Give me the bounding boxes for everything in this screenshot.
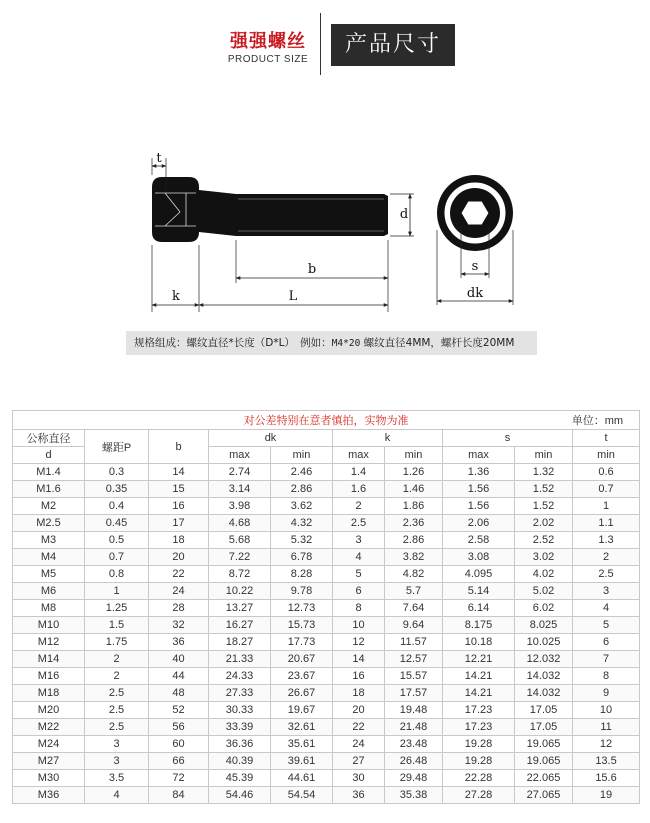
table-cell: 27.33 <box>209 685 271 702</box>
table-cell: 7.22 <box>209 549 271 566</box>
table-cell: 3 <box>85 736 149 753</box>
table-cell: 2.5 <box>573 566 640 583</box>
table-cell: 6.14 <box>443 600 515 617</box>
table-cell: 23.48 <box>385 736 443 753</box>
table-cell: 4.095 <box>443 566 515 583</box>
table-cell: 12 <box>333 634 385 651</box>
spec-format-caption <box>126 331 537 355</box>
table-cell: 44 <box>149 668 209 685</box>
table-cell: 1.3 <box>573 532 640 549</box>
unit-label: 单位：mm <box>571 415 624 427</box>
table-cell: 17.05 <box>515 702 573 719</box>
table-cell: M5 <box>13 566 85 583</box>
table-cell: 17.23 <box>443 702 515 719</box>
table-cell: 0.8 <box>85 566 149 583</box>
header-dk: dk <box>209 430 333 447</box>
table-cell: 4 <box>333 549 385 566</box>
table-cell: 20.67 <box>271 651 333 668</box>
table-cell: 5.68 <box>209 532 271 549</box>
table-cell: 9.78 <box>271 583 333 600</box>
table-cell: 60 <box>149 736 209 753</box>
table-cell: 56 <box>149 719 209 736</box>
table-cell: 13.5 <box>573 753 640 770</box>
table-cell: 14 <box>149 464 209 481</box>
table-cell: 19 <box>573 787 640 804</box>
table-cell: M20 <box>13 702 85 719</box>
table-cell: 3.98 <box>209 498 271 515</box>
table-cell: 45.39 <box>209 770 271 787</box>
table-cell: 2 <box>573 549 640 566</box>
table-cell: 5 <box>333 566 385 583</box>
table-cell: 2.86 <box>385 532 443 549</box>
table-cell: M24 <box>13 736 85 753</box>
table-cell: 8.025 <box>515 617 573 634</box>
table-row <box>13 634 640 651</box>
table-cell: 1.26 <box>385 464 443 481</box>
section-title: 产品尺寸 <box>331 24 455 66</box>
table-cell: 2.5 <box>333 515 385 532</box>
table-cell: 2 <box>333 498 385 515</box>
dim-label-k: k <box>172 289 180 304</box>
table-cell: 1.52 <box>515 481 573 498</box>
table-row <box>13 753 640 770</box>
table-cell: 33.39 <box>209 719 271 736</box>
table-cell: M30 <box>13 770 85 787</box>
table-cell: 24 <box>333 736 385 753</box>
table-cell: 2.52 <box>515 532 573 549</box>
table-cell: 4.32 <box>271 515 333 532</box>
table-cell: 10.18 <box>443 634 515 651</box>
table-cell: 20 <box>149 549 209 566</box>
header-t-min: min <box>573 447 640 464</box>
table-cell: 0.35 <box>85 481 149 498</box>
header-k-min: min <box>385 447 443 464</box>
table-cell: 15.6 <box>573 770 640 787</box>
table-cell: 2.5 <box>85 685 149 702</box>
table-cell: 14.21 <box>443 668 515 685</box>
table-cell: 11 <box>573 719 640 736</box>
header-dk-min: min <box>271 447 333 464</box>
table-cell: 3.5 <box>85 770 149 787</box>
table-row <box>13 583 640 600</box>
table-cell: 14.21 <box>443 685 515 702</box>
table-cell: 19.67 <box>271 702 333 719</box>
table-cell: M2 <box>13 498 85 515</box>
table-cell: 32.61 <box>271 719 333 736</box>
table-cell: 2.36 <box>385 515 443 532</box>
table-cell: 3 <box>333 532 385 549</box>
table-cell: 2.5 <box>85 719 149 736</box>
table-cell: M22 <box>13 719 85 736</box>
caption-suffix: 螺纹直径4MM，螺杆长度20MM <box>360 337 515 349</box>
table-cell: 30.33 <box>209 702 271 719</box>
table-cell: 1.86 <box>385 498 443 515</box>
table-row <box>13 685 640 702</box>
table-cell: 4 <box>85 787 149 804</box>
header-s: s <box>443 430 573 447</box>
table-cell: 22 <box>149 566 209 583</box>
table-cell: M12 <box>13 634 85 651</box>
table-row <box>13 464 640 481</box>
table-cell: 8 <box>573 668 640 685</box>
table-cell: 1.56 <box>443 481 515 498</box>
table-cell: 1.46 <box>385 481 443 498</box>
table-row <box>13 566 640 583</box>
table-cell: M4 <box>13 549 85 566</box>
table-cell: 19.28 <box>443 736 515 753</box>
table-cell: 0.45 <box>85 515 149 532</box>
caption-example: M4*20 <box>331 338 361 349</box>
table-cell: 3.08 <box>443 549 515 566</box>
table-cell: 4.02 <box>515 566 573 583</box>
table-cell: 36.36 <box>209 736 271 753</box>
table-cell: 20 <box>333 702 385 719</box>
table-cell: 1 <box>85 583 149 600</box>
table-cell: 66 <box>149 753 209 770</box>
table-cell: 36 <box>333 787 385 804</box>
table-cell: M36 <box>13 787 85 804</box>
table-cell: 84 <box>149 787 209 804</box>
table-cell: 3.02 <box>515 549 573 566</box>
table-cell: 28 <box>149 600 209 617</box>
table-cell: M27 <box>13 753 85 770</box>
table-cell: M3 <box>13 532 85 549</box>
table-cell: 15.73 <box>271 617 333 634</box>
screw-end-view <box>437 175 513 251</box>
table-cell: 13.27 <box>209 600 271 617</box>
table-cell: 19.065 <box>515 736 573 753</box>
table-cell: 39.61 <box>271 753 333 770</box>
table-cell: 27.28 <box>443 787 515 804</box>
table-cell: M16 <box>13 668 85 685</box>
table-cell: 14.032 <box>515 668 573 685</box>
header-d-top: 公称直径 <box>13 430 85 447</box>
table-row <box>13 498 640 515</box>
table-cell: 15.57 <box>385 668 443 685</box>
table-cell: 2.86 <box>271 481 333 498</box>
table-cell: 12.21 <box>443 651 515 668</box>
table-cell: 52 <box>149 702 209 719</box>
table-cell: 1.4 <box>333 464 385 481</box>
table-cell: 16 <box>149 498 209 515</box>
table-cell: 5 <box>573 617 640 634</box>
table-cell: 6 <box>573 634 640 651</box>
table-cell: 19.065 <box>515 753 573 770</box>
table-cell: 35.38 <box>385 787 443 804</box>
table-cell: 4.68 <box>209 515 271 532</box>
table-cell: 21.48 <box>385 719 443 736</box>
table-cell: 16.27 <box>209 617 271 634</box>
table-cell: 40.39 <box>209 753 271 770</box>
size-spec-table <box>12 410 640 804</box>
table-row <box>13 532 640 549</box>
table-row <box>13 481 640 498</box>
table-cell: 0.6 <box>573 464 640 481</box>
table-cell: 48 <box>149 685 209 702</box>
screw-shank <box>236 194 388 236</box>
table-cell: 23.67 <box>271 668 333 685</box>
table-cell: 16 <box>333 668 385 685</box>
table-cell: 17.57 <box>385 685 443 702</box>
table-cell: 44.61 <box>271 770 333 787</box>
table-cell: 22.28 <box>443 770 515 787</box>
table-cell: 17.73 <box>271 634 333 651</box>
dim-label-b: b <box>307 262 317 277</box>
table-row <box>13 668 640 685</box>
table-row <box>13 515 640 532</box>
dim-label-L: L <box>288 289 298 304</box>
table-row <box>13 617 640 634</box>
table-cell: 2.5 <box>85 702 149 719</box>
table-cell: 1.1 <box>573 515 640 532</box>
table-cell: 4.82 <box>385 566 443 583</box>
table-cell: 1 <box>573 498 640 515</box>
table-cell: 15 <box>149 481 209 498</box>
table-cell: 2.46 <box>271 464 333 481</box>
table-cell: 2 <box>85 668 149 685</box>
screw-head <box>152 177 236 242</box>
table-row <box>13 549 640 566</box>
table-cell: 24 <box>149 583 209 600</box>
table-cell: 10.025 <box>515 634 573 651</box>
header-dk-max: max <box>209 447 271 464</box>
table-cell: 3.14 <box>209 481 271 498</box>
table-cell: 54.46 <box>209 787 271 804</box>
table-cell: 18.27 <box>209 634 271 651</box>
table-cell: 26.67 <box>271 685 333 702</box>
table-row <box>13 719 640 736</box>
table-cell: 27 <box>333 753 385 770</box>
dim-label-d: d <box>399 207 409 222</box>
table-cell: 9.64 <box>385 617 443 634</box>
table-cell: 9 <box>573 685 640 702</box>
table-cell: 22.065 <box>515 770 573 787</box>
table-cell: 29.48 <box>385 770 443 787</box>
table-cell: 2.06 <box>443 515 515 532</box>
table-cell: 17 <box>149 515 209 532</box>
table-cell: 18 <box>333 685 385 702</box>
table-cell: 32 <box>149 617 209 634</box>
table-cell: 0.4 <box>85 498 149 515</box>
table-cell: 10 <box>333 617 385 634</box>
screw-dimension-drawing <box>0 140 650 320</box>
table-cell: M18 <box>13 685 85 702</box>
table-cell: 7.64 <box>385 600 443 617</box>
table-cell: 2.74 <box>209 464 271 481</box>
table-cell: 11.57 <box>385 634 443 651</box>
table-cell: 8 <box>333 600 385 617</box>
table-cell: 0.5 <box>85 532 149 549</box>
table-cell: M2.5 <box>13 515 85 532</box>
table-cell: 17.05 <box>515 719 573 736</box>
tolerance-note: 对公差特别在意者慎拍，实物为准 <box>243 415 409 427</box>
table-cell: 2.58 <box>443 532 515 549</box>
dim-label-s: s <box>471 259 479 274</box>
table-cell: 6.78 <box>271 549 333 566</box>
header-k: k <box>333 430 443 447</box>
table-cell: 4 <box>573 600 640 617</box>
table-cell: M10 <box>13 617 85 634</box>
table-cell: 1.52 <box>515 498 573 515</box>
table-row <box>13 600 640 617</box>
table-cell: M8 <box>13 600 85 617</box>
table-title-row <box>13 411 640 430</box>
table-cell: 2 <box>85 651 149 668</box>
table-cell: 17.23 <box>443 719 515 736</box>
table-cell: 1.75 <box>85 634 149 651</box>
table-cell: 36 <box>149 634 209 651</box>
dim-label-t: t <box>156 151 162 166</box>
table-cell: 0.7 <box>573 481 640 498</box>
table-cell: 27.065 <box>515 787 573 804</box>
table-cell: M1.4 <box>13 464 85 481</box>
table-cell: 1.5 <box>85 617 149 634</box>
spec-table-body <box>13 464 640 804</box>
table-cell: 12 <box>573 736 640 753</box>
table-cell: 54.54 <box>271 787 333 804</box>
table-cell: 5.14 <box>443 583 515 600</box>
table-cell: 72 <box>149 770 209 787</box>
header-d-bottom: d <box>13 447 85 464</box>
table-row <box>13 736 640 753</box>
header-b: b <box>149 430 209 464</box>
table-cell: 1.56 <box>443 498 515 515</box>
section-subtitle: PRODUCT SIZE <box>227 54 309 65</box>
table-cell: M1.6 <box>13 481 85 498</box>
table-cell: 2.02 <box>515 515 573 532</box>
table-cell: 22 <box>333 719 385 736</box>
table-cell: 40 <box>149 651 209 668</box>
table-cell: 35.61 <box>271 736 333 753</box>
table-cell: 3 <box>573 583 640 600</box>
table-cell: 8.72 <box>209 566 271 583</box>
table-row <box>13 787 640 804</box>
table-cell: 10.22 <box>209 583 271 600</box>
brand-name: 强强螺丝 <box>230 31 306 52</box>
caption-prefix: 规格组成：螺纹直径*长度（D*L） 例如： <box>134 337 332 349</box>
table-cell: 5.7 <box>385 583 443 600</box>
table-cell: 0.3 <box>85 464 149 481</box>
table-row <box>13 651 640 668</box>
table-cell: 24.33 <box>209 668 271 685</box>
table-cell: 26.48 <box>385 753 443 770</box>
header-pitch: 螺距P <box>85 430 149 464</box>
table-cell: 18 <box>149 532 209 549</box>
table-cell: 3 <box>85 753 149 770</box>
table-cell: 19.48 <box>385 702 443 719</box>
table-cell: 10 <box>573 702 640 719</box>
table-cell: 21.33 <box>209 651 271 668</box>
table-cell: 12.032 <box>515 651 573 668</box>
dim-label-dk: dk <box>466 286 484 301</box>
table-cell: M6 <box>13 583 85 600</box>
table-row <box>13 770 640 787</box>
table-cell: 6.02 <box>515 600 573 617</box>
table-cell: 12.73 <box>271 600 333 617</box>
table-row <box>13 702 640 719</box>
table-cell: 8.28 <box>271 566 333 583</box>
table-cell: 6 <box>333 583 385 600</box>
table-cell: 14 <box>333 651 385 668</box>
table-cell: 3.62 <box>271 498 333 515</box>
table-cell: 1.36 <box>443 464 515 481</box>
table-cell: 14.032 <box>515 685 573 702</box>
table-cell: 1.6 <box>333 481 385 498</box>
table-cell: M14 <box>13 651 85 668</box>
header-s-min: min <box>515 447 573 464</box>
table-cell: 30 <box>333 770 385 787</box>
header-s-max: max <box>443 447 515 464</box>
table-cell: 7 <box>573 651 640 668</box>
table-cell: 5.02 <box>515 583 573 600</box>
table-cell: 1.32 <box>515 464 573 481</box>
header-divider <box>320 13 321 75</box>
table-cell: 5.32 <box>271 532 333 549</box>
table-cell: 19.28 <box>443 753 515 770</box>
table-cell: 8.175 <box>443 617 515 634</box>
table-cell: 3.82 <box>385 549 443 566</box>
table-cell: 0.7 <box>85 549 149 566</box>
table-cell: 12.57 <box>385 651 443 668</box>
table-cell: 1.25 <box>85 600 149 617</box>
header-t: t <box>573 430 640 447</box>
header-k-max: max <box>333 447 385 464</box>
